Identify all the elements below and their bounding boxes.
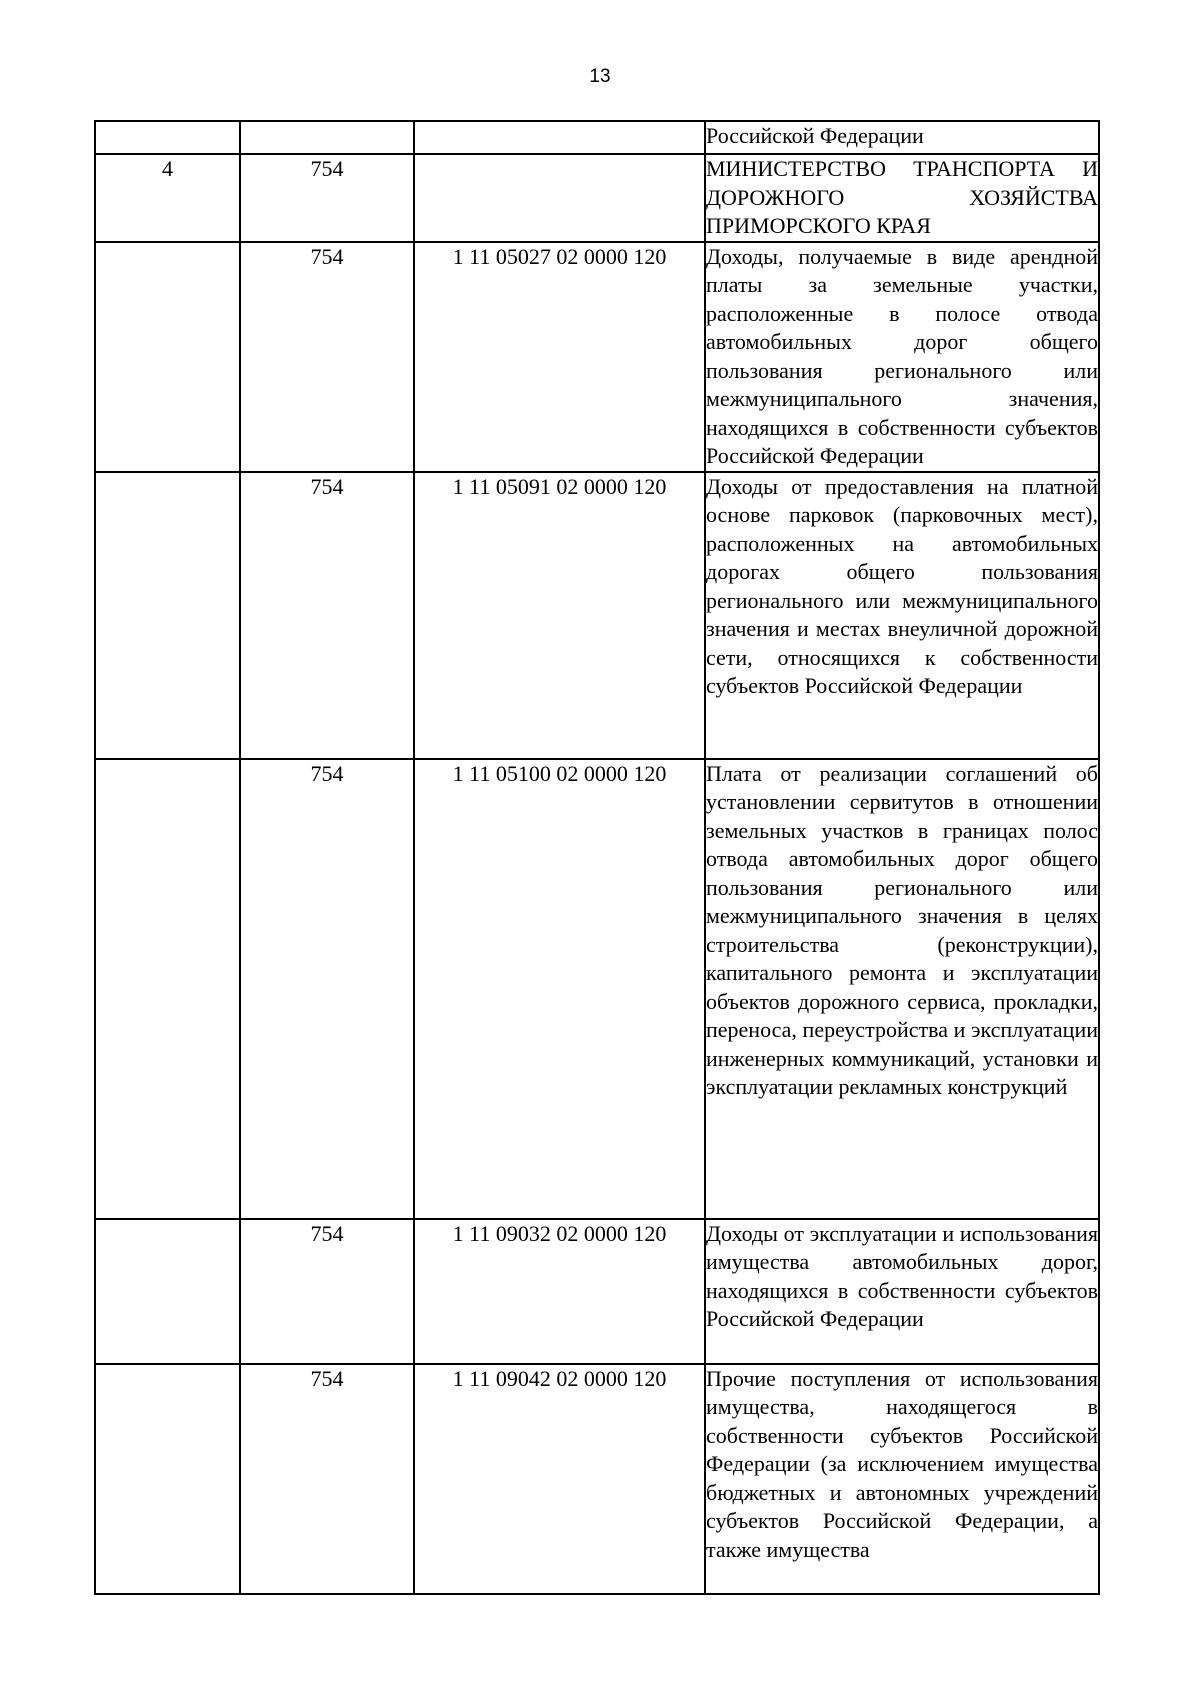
revenue-code-cell [414, 154, 705, 242]
revenue-code-cell: 1 11 05027 02 0000 120 [414, 242, 705, 472]
description-cell: Прочие поступления от использования имущества, находящегося в собственности субъектов Российской Федерации (за исключением имущества бюджетных и автономных учреждений субъектов Российской Федерации, а также имущества [705, 1364, 1099, 1594]
table-row [95, 1364, 1099, 1594]
revenue-code-cell: 1 11 09032 02 0000 120 [414, 1219, 705, 1364]
table-row [95, 242, 1099, 472]
administrator-code-cell: 754 [240, 1364, 414, 1594]
row-number-cell [95, 121, 240, 154]
row-number-cell [95, 1364, 240, 1594]
row-number-cell [95, 242, 240, 472]
row-number-cell: 4 [95, 154, 240, 242]
revenue-codes-table [94, 120, 1100, 1595]
administrator-code-cell [240, 121, 414, 154]
table-row [95, 472, 1099, 759]
table-row [95, 759, 1099, 1219]
revenue-code-cell: 1 11 05091 02 0000 120 [414, 472, 705, 759]
administrator-code-cell: 754 [240, 472, 414, 759]
description-cell: Доходы от предоставления на платной основе парковок (парковочных мест), расположенных на автомобильных дорогах общего пользования регионального или межмуниципального значения и местах внеуличной дорожной сети, относящихся к собственности субъектов Российской Федерации [705, 472, 1099, 759]
description-cell: Российской Федерации [705, 121, 1099, 154]
page-number: 13 [589, 66, 611, 87]
revenue-code-cell [414, 121, 705, 154]
revenue-code-cell: 1 11 09042 02 0000 120 [414, 1364, 705, 1594]
table-row [95, 121, 1099, 154]
table-row [95, 1219, 1099, 1364]
row-number-cell [95, 759, 240, 1219]
description-cell: Доходы, получаемые в виде арендной платы за земельные участки, расположенные в полосе отвода автомобильных дорог общего пользования регионального или межмуниципального значения, находящихся в собственности субъектов Российской Федерации [705, 242, 1099, 472]
description-cell: Плата от реализации соглашений об установлении сервитутов в отношении земельных участков в границах полос отвода автомобильных дорог общего пользования регионального или межмуниципального значения в целях строительства (реконструкции), капитального ремонта и эксплуатации объектов дорожного сервиса, прокладки, переноса, переустройства и эксплуатации инженерных коммуникаций, установки и эксплуатации рекламных конструкций [705, 759, 1099, 1219]
administrator-code-cell: 754 [240, 759, 414, 1219]
administrator-code-cell: 754 [240, 1219, 414, 1364]
table-row [95, 154, 1099, 242]
description-cell: МИНИСТЕРСТВО ТРАНСПОРТА И ДОРОЖНОГО ХОЗЯЙСТВА ПРИМОРСКОГО КРАЯ [705, 154, 1099, 242]
administrator-code-cell: 754 [240, 154, 414, 242]
administrator-code-cell: 754 [240, 242, 414, 472]
row-number-cell [95, 472, 240, 759]
description-cell: Доходы от эксплуатации и использования имущества автомобильных дорог, находящихся в собственности субъектов Российской Федерации [705, 1219, 1099, 1364]
revenue-code-cell: 1 11 05100 02 0000 120 [414, 759, 705, 1219]
row-number-cell [95, 1219, 240, 1364]
